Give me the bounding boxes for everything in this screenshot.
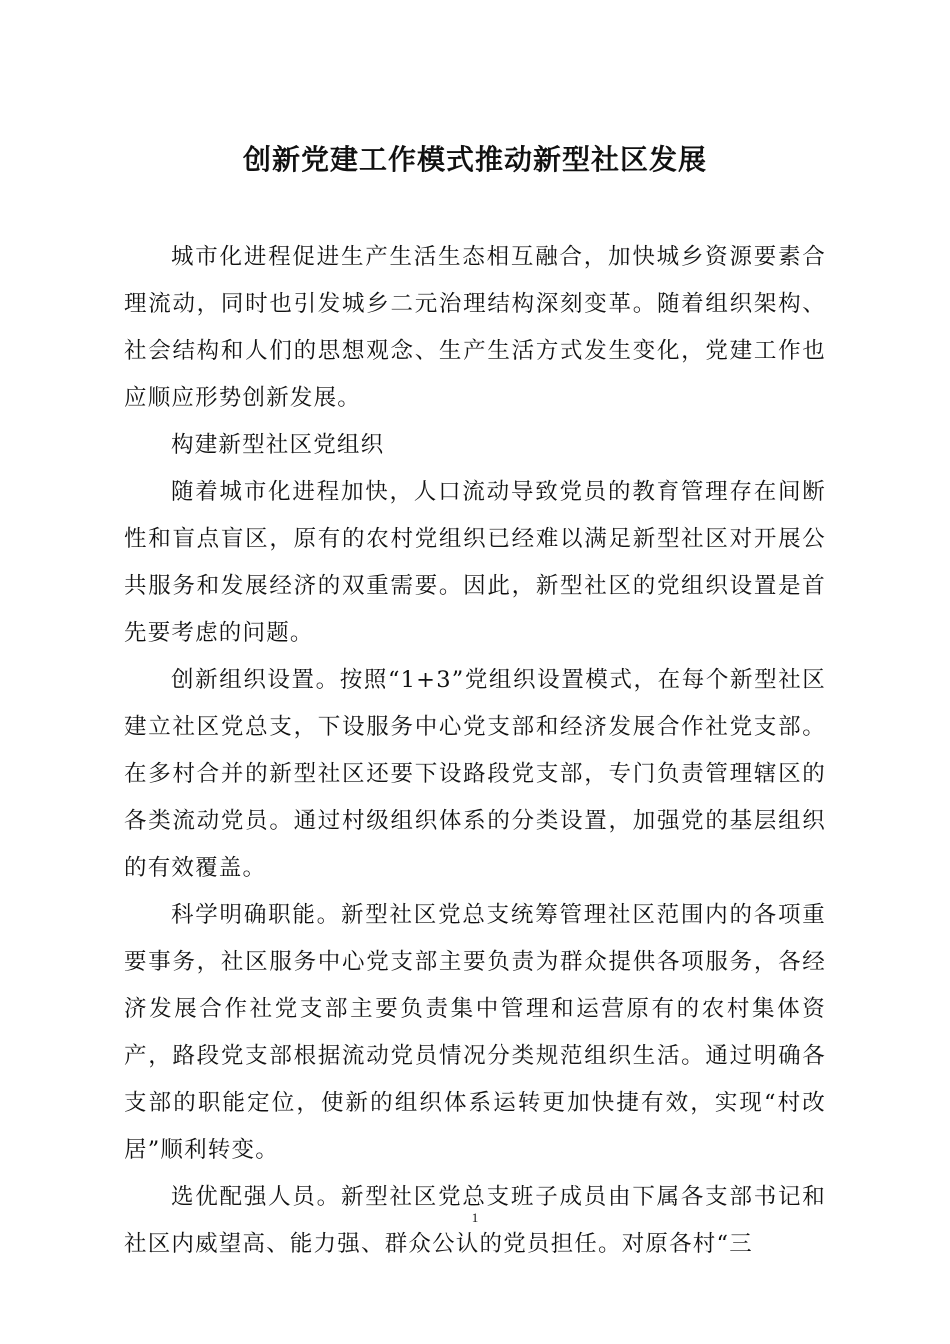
document-body [124, 234, 826, 1268]
paragraph-innovate-organization: 创新组织设置。按照“1+3”党组织设置模式，在每个新型社区建立社区党总支，下设服务中心党支部和经济发展合作社党支部。在多村合并的新型社区还要下设路段党支部，专门负责管理辖区的各类流动党员。通过村级组织体系的分类设置，加强党的基层组织的有效覆盖。 [124, 667, 826, 881]
page-number: 1 [471, 1210, 479, 1225]
paragraph-select-personnel: 选优配强人员。新型社区党总支班子成员由下属各支部书记和社区内威望高、能力强、群众公认的党员担任。对原各村“三 [124, 1184, 826, 1257]
paragraph-intro: 城市化进程促进生产生活生态相互融合，加快城乡资源要素合理流动，同时也引发城乡二元治理结构深刻变革。随着组织架构、社会结构和人们的思想观念、生产生活方式发生变化，党建工作也应顺应形势创新发展。 [124, 244, 826, 411]
document-title: 创新党建工作模式推动新型社区发展 [242, 143, 707, 176]
paragraph-background: 随着城市化进程加快，人口流动导致党员的教育管理存在间断性和盲点盲区，原有的农村党组织已经难以满足新型社区对开展公共服务和发展经济的双重需要。因此，新型社区的党组织设置是首先要考虑的问题。 [124, 479, 826, 646]
section-heading: 构建新型社区党组织 [171, 432, 385, 458]
paragraph-clarify-functions: 科学明确职能。新型社区党总支统筹管理社区范围内的各项重要事务，社区服务中心党支部主要负责为群众提供各项服务，各经济发展合作社党支部主要负责集中管理和运营原有的农村集体资产，路段党支部根据流动党员情况分类规范组织生活。通过明确各支部的职能定位，使新的组织体系运转更加快捷有效，实现“村改居”顺利转变。 [124, 902, 826, 1163]
